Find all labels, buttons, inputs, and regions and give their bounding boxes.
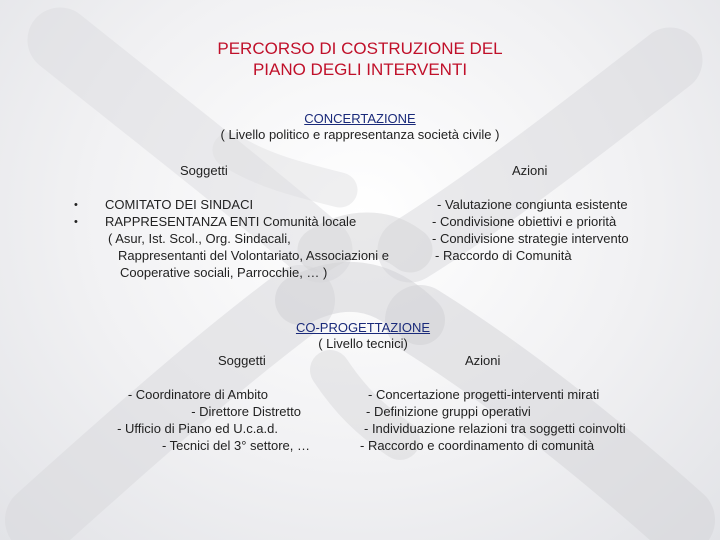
list-item: - Direttore Distretto (191, 404, 301, 419)
section2-actions-label: Azioni (465, 353, 501, 368)
list-item: - Concertazione progetti-interventi mirati (368, 387, 600, 402)
list-item: - Raccordo e coordinamento di comunità (360, 438, 595, 453)
page-title (0, 38, 720, 80)
list-item: - Individuazione relazioni tra soggetti coinvolti (364, 421, 626, 436)
list-item: ( Asur, Ist. Scol., Org. Sindacali, (108, 231, 291, 246)
list-item: - Valutazione congiunta esistente (437, 197, 628, 212)
concertazione-link[interactable]: CONCERTAZIONE (304, 111, 416, 126)
list-item: - Ufficio di Piano ed U.c.a.d. (117, 421, 278, 436)
concertazione-subheading: ( Livello politico e rappresentanza società civile ) (220, 127, 500, 142)
list-item: - Tecnici del 3° settore, … (161, 438, 310, 453)
page-title-line-1: PERCORSO DI COSTRUZIONE DEL (217, 39, 503, 58)
section2-actions-list (360, 386, 660, 454)
section-concertazione-heading (0, 111, 720, 143)
bullet-symbol: • (74, 199, 78, 211)
list-item: - Definizione gruppi operativi (366, 404, 531, 419)
section1-subjects-label: Soggetti (180, 163, 228, 178)
list-item: - Coordinatore di Ambito (127, 387, 268, 402)
list-item: COMITATO DEI SINDACI (105, 197, 254, 212)
list-item: - Condivisione obiettivi e priorità (432, 214, 617, 229)
section2-subjects-list (96, 386, 316, 454)
section1-actions-label: Azioni (512, 163, 548, 178)
section1-subjects-list (105, 196, 405, 281)
section1-bullets (74, 197, 78, 231)
page-title-line-2: PIANO DEGLI INTERVENTI (252, 60, 468, 79)
coprogettazione-subheading: ( Livello tecnici) (318, 336, 408, 351)
list-item: - Condivisione strategie intervento (432, 231, 629, 246)
list-item: - Raccordo di Comunità (435, 248, 572, 263)
section1-actions-list (432, 196, 672, 264)
section-coprogettazione-heading (0, 320, 720, 352)
bullet-symbol: • (74, 216, 78, 228)
coprogettazione-link[interactable]: CO-PROGETTAZIONE (295, 320, 431, 335)
list-item: Rappresentanti del Volontariato, Associazioni e (118, 248, 390, 263)
list-item: Cooperative sociali, Parrocchie, … ) (120, 265, 328, 280)
list-item: RAPPRESENTANZA ENTI Comunità locale (105, 214, 357, 229)
section2-subjects-label: Soggetti (218, 353, 266, 368)
